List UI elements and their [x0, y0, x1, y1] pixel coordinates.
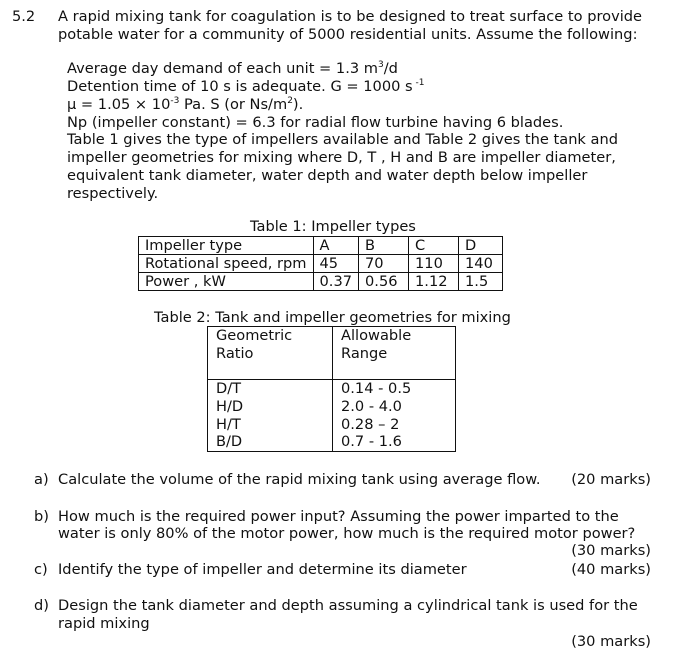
table-row: [208, 327, 456, 380]
table-row: [139, 237, 503, 255]
range-item: 0.14 - 0.5: [341, 380, 412, 397]
table1-cell: 1.5: [459, 273, 503, 291]
table-row: [208, 380, 456, 452]
table2-header-range: Allowable Range: [333, 327, 456, 380]
table1-cell: Power , kW: [139, 273, 314, 291]
part-a-marks: (20 marks): [571, 471, 651, 488]
ratio-item: B/D: [216, 433, 243, 451]
given-table-desc-3: equivalent tank diameter, water depth and water depth below impeller: [67, 167, 588, 184]
table1-cell: D: [459, 237, 503, 255]
part-d-label: d): [34, 597, 49, 614]
table1-cell: Rotational speed, rpm: [139, 255, 314, 273]
table2-ratios: [208, 380, 333, 452]
part-b-marks: (30 marks): [571, 542, 651, 559]
question-number: 5.2: [12, 8, 36, 25]
table2-caption: Table 2: Tank and impeller geometries for mixing: [154, 309, 511, 326]
table1-cell: Impeller type: [139, 237, 314, 255]
part-c-text: Identify the type of impeller and determine its diameter: [58, 561, 467, 578]
table1-cell: 0.56: [359, 273, 409, 291]
given-demand: Average day demand of each unit = 1.3 $m^3/d$: [67, 60, 398, 77]
table1-cell: B: [359, 237, 409, 255]
given-table-desc-1: Table 1 gives the type of impellers available and Table 2 gives the tank and: [67, 131, 618, 148]
range-item: 0.28 – 2: [341, 415, 400, 433]
part-c-marks: (40 marks): [571, 561, 651, 578]
range-item: 0.7 - 1.6: [341, 433, 402, 451]
question-intro-line-2: potable water for a community of 5000 residential units. Assume the following:: [58, 26, 638, 43]
table1-cell: 110: [409, 255, 459, 273]
table1-cell: 45: [313, 255, 359, 273]
part-a-text: Calculate the volume of the rapid mixing tank using average flow.: [58, 471, 541, 488]
part-c-label: c): [34, 561, 48, 578]
table-row: [139, 273, 503, 291]
question-intro-line-1: A rapid mixing tank for coagulation is to be designed to treat surface to provide: [58, 8, 643, 25]
ratio-item: H/T: [216, 415, 241, 433]
given-viscosity: $\mu = 1.05 \times 10^{-3}$ Pa. S (or $Ns/m^2$).: [67, 96, 304, 113]
table1-cell: 1.12: [409, 273, 459, 291]
table2-ranges: [333, 380, 456, 452]
ratio-item: D/T: [216, 380, 242, 397]
part-d-text-2: rapid mixing: [58, 615, 150, 632]
given-table-desc-4: respectively.: [67, 185, 159, 202]
given-np: Np (impeller constant) = 6.3 for radial flow turbine having 6 blades.: [67, 114, 564, 131]
table1-cell: 0.37: [313, 273, 359, 291]
table1-cell: C: [409, 237, 459, 255]
table-row: [139, 255, 503, 273]
part-a-label: a): [34, 471, 49, 488]
part-d-text-1: Design the tank diameter and depth assuming a cylindrical tank is used for the: [58, 597, 638, 614]
given-detention: Detention time of 10 s is adequate. G = 1000 s $^{-1}$: [67, 78, 425, 95]
given-table-desc-2: impeller geometries for mixing where D, T , H and B are impeller diameter,: [67, 149, 616, 166]
range-item: 2.0 - 4.0: [341, 397, 402, 415]
table1-caption: Table 1: Impeller types: [250, 218, 416, 235]
part-b-text-1: How much is the required power input? Assuming the power imparted to the: [58, 508, 619, 525]
table1-cell: 140: [459, 255, 503, 273]
table1-cell: 70: [359, 255, 409, 273]
table1: [138, 236, 503, 291]
ratio-item: H/D: [216, 397, 244, 415]
table2-header-ratio: Geometric Ratio: [208, 327, 333, 380]
part-b-label: b): [34, 508, 49, 525]
table1-cell: A: [313, 237, 359, 255]
part-d-marks: (30 marks): [571, 633, 651, 650]
part-b-text-2: water is only 80% of the motor power, how much is the required motor power?: [58, 525, 636, 542]
table2: [207, 326, 456, 452]
